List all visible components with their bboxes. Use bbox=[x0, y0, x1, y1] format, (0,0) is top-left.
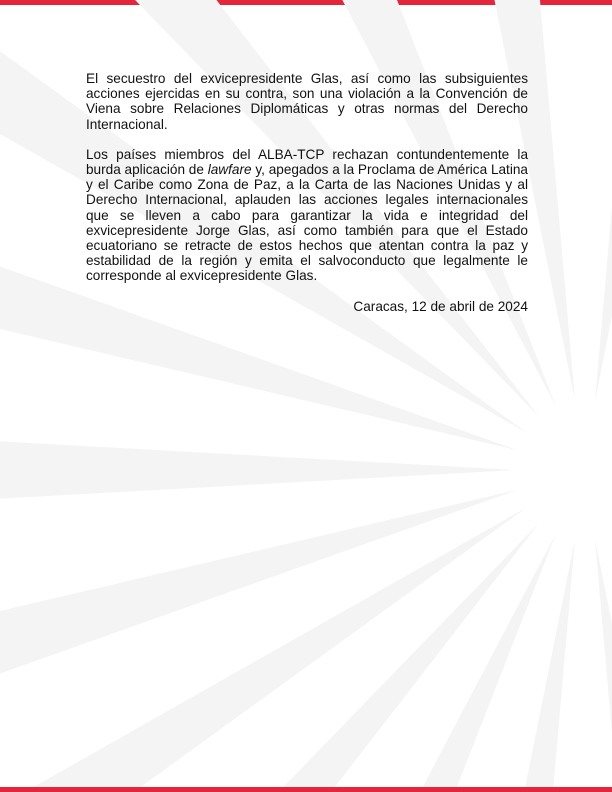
lawfare-term: lawfare bbox=[207, 162, 252, 178]
document-body bbox=[86, 71, 528, 314]
sunburst-ray bbox=[595, 539, 612, 792]
bottom-accent-bar bbox=[0, 787, 612, 792]
paragraph-2 bbox=[86, 147, 528, 284]
paragraph-2-part-2: y, apegados a la Proclama de América Latina y el Caribe como Zona de Paz, a la Carta de las Naciones Unidas y al Derecho Internacional, aplauden las acciones legales internacionales que se lleven a cabo para garantizar la vida e integridad del exvicepresidente Jorge Glas, así como también para que el Estado ecuatoriano se retracte de estos hechos que atentan contra la paz y estabilidad de la región y emita el salvoconducto que legalmente le corresponde al exvicepresidente Glas. bbox=[86, 162, 528, 284]
paragraph-2-part-1: Los países miembros del ALBA-TCP rechazan contundentemente la burda aplicación de bbox=[86, 146, 528, 178]
place-date-signoff: Caracas, 12 de abril de 2024 bbox=[353, 298, 528, 314]
paragraph-1: El secuestro del exvicepresidente Glas, así como las subsiguientes acciones ejercidas en su contra, son una violación a la Convención de Viena sobre Relaciones Diplomáticas y otras normas del Derecho Internacional. bbox=[86, 71, 528, 132]
sunburst-ray bbox=[595, 0, 612, 401]
